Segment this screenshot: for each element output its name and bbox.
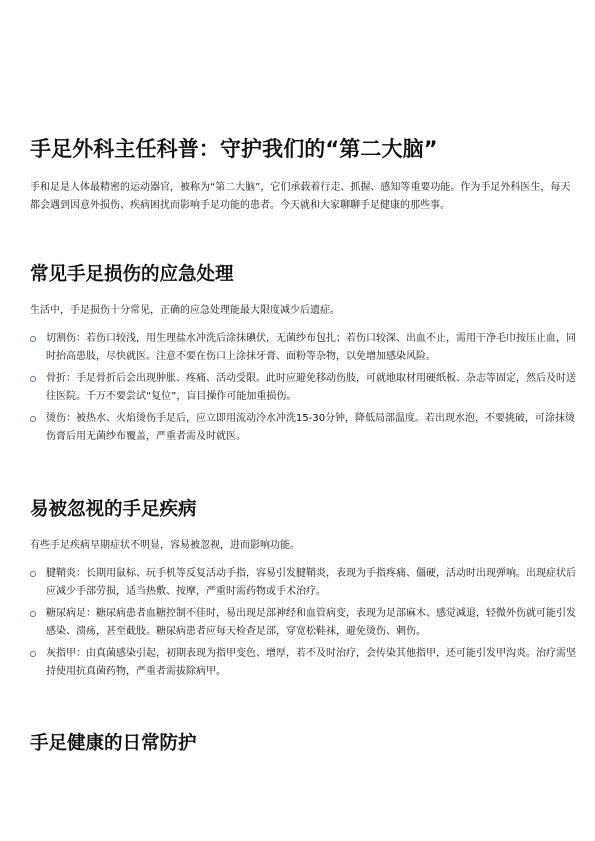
section-heading-diseases: 易被忽视的手足疾病: [30, 499, 197, 520]
list-item: 骨折：手足骨折后会出现肿胀、疼痛、活动受限。此时应避免移动伤肢，可就地取材用硬纸板、杂志等固定，然后及时送往医院。千万不要尝试“复位”，盲目操作可能加重损伤。: [30, 370, 580, 405]
list-diseases: [30, 565, 580, 685]
section-intro-injuries: 生活中，手足损伤十分常见，正确的应急处理能最大限度减少后遗症。: [30, 305, 340, 316]
list-item: 烫伤：被热水、火焰烫伤手足后，应立即用流动冷水冲洗15-30分钟，降低局部温度。若出现水泡，不要挑破，可涂抹烫伤膏后用无菌纱布覆盖，严重者需及时就医。: [30, 410, 580, 445]
list-item: 腱鞘炎：长期用鼠标、玩手机等反复活动手指，容易引发腱鞘炎，表现为手指疼痛、僵硬，活动时出现弹响。出现症状后应减少手部劳损，适当热敷、按摩，严重时需药物或手术治疗。: [30, 565, 580, 600]
intro-paragraph: 手和足是人体最精密的运动器官，被称为“第二大脑”，它们承载着行走、抓握、感知等重要功能。作为手足外科医生，每天都会遇到因意外损伤、疾病困扰而影响手足功能的患者。今天就和大家聊聊手足健康的那些事。: [30, 182, 571, 211]
list-item: 糖尿病足：糖尿病患者血糖控制不佳时，易出现足部神经和血管病变，表现为足部麻木、感觉减退，轻微外伤就可能引发感染、溃疡，甚至截肢。糖尿病患者应每天检查足部，穿宽松鞋袜，避免烫伤、刺伤。: [30, 605, 580, 640]
bullet-icon: [30, 651, 36, 657]
bullet-icon: [30, 376, 36, 382]
list-injuries: [30, 330, 580, 450]
bullet-icon: [30, 571, 36, 577]
list-item: 切割伤：若伤口较浅，用生理盐水冲洗后涂抹碘伏，无菌纱布包扎；若伤口较深、出血不止，需用干净毛巾按压止血，同时抬高患肢，尽快就医。注意不要在伤口上涂抹牙膏、面粉等杂物，以免增加感染风险。: [30, 330, 580, 365]
section-intro-diseases: 有些手足疾病早期症状不明显，容易被忽视，进而影响功能。: [30, 540, 300, 551]
bullet-icon: [30, 416, 36, 422]
list-item: 灰指甲：由真菌感染引起，初期表现为指甲变色、增厚，若不及时治疗，会传染其他指甲，还可能引发甲沟炎。治疗需坚持使用抗真菌药物，严重者需拔除病甲。: [30, 645, 580, 680]
bullet-icon: [30, 336, 36, 342]
page-title: 手足外科主任科普：守护我们的“第二大脑”: [30, 137, 438, 161]
section-heading-daily-care: 手足健康的日常防护: [30, 733, 197, 754]
bullet-icon: [30, 611, 36, 617]
section-heading-injuries: 常见手足损伤的应急处理: [30, 264, 234, 285]
